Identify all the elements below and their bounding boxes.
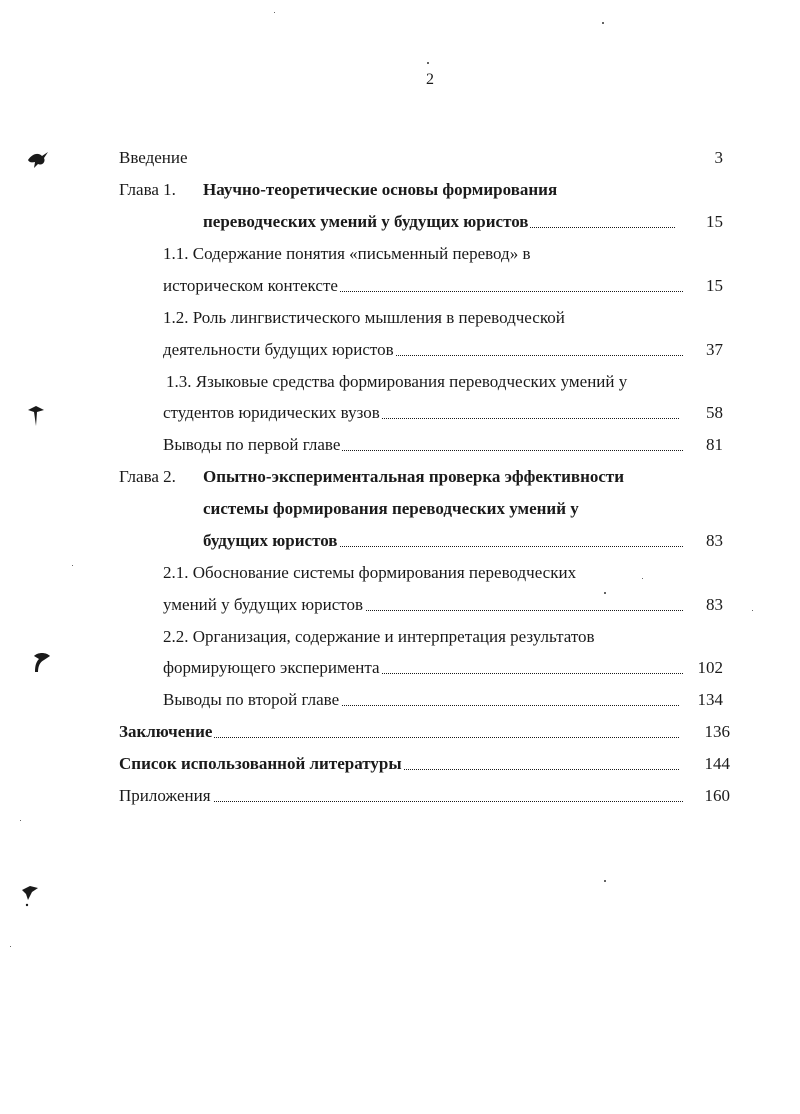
scan-speck [72,565,73,566]
toc-page-ref: 37 [706,340,723,359]
toc-entry-title: Опытно-экспериментальная проверка эффективности [203,467,625,486]
toc-entry-section-1-3-cont [163,402,679,424]
toc-page-ref: 160 [704,786,730,805]
toc-entry-title: Научно-теоретические основы формирования [203,180,558,199]
toc-page-ref: 144 [704,754,730,773]
page-number: 2 [426,71,434,88]
toc-page-ref: 134 [697,690,723,709]
toc-entry-chapter-1[interactable] [119,179,557,201]
toc-entry-title: 1.1. Содержание понятия «письменный перевод» в [163,244,531,263]
margin-smudge-icon [18,880,44,910]
toc-page-ref: 83 [706,595,723,614]
toc-entry-section-2-2-cont [163,657,683,679]
scan-speck [752,610,753,611]
toc-entry-section-1-2-cont [163,339,683,361]
toc-entry-section-1-3[interactable] [166,371,627,393]
toc-entry-chapter-2[interactable] [119,466,624,488]
toc-entry-title: умений у будущих юристов [163,595,363,614]
toc-entry-title: системы формирования переводческих умений у [203,499,579,518]
toc-page-ref: 15 [706,212,723,231]
toc-page-ref: 102 [697,658,723,677]
toc-entry-introduction[interactable] [119,147,188,169]
toc-entry-section-2-1-cont [163,594,683,616]
toc-entry-title: 2.1. Обоснование системы формирования переводческих [163,563,577,582]
toc-entry-section-2-1[interactable] [163,562,576,584]
scan-speck [642,578,643,579]
toc-entry-section-2-2[interactable] [163,626,595,648]
toc-entry-conclusion[interactable] [119,721,679,743]
chapter-prefix: Глава 2. [119,467,176,486]
scan-speck [427,62,429,64]
toc-page-ref: 58 [706,403,723,422]
toc-page-ref: 83 [706,531,723,550]
margin-smudge-icon [30,650,54,676]
toc-entry-title: деятельности будущих юристов [163,340,394,359]
toc-entry-title: Выводы по второй главе [163,690,340,709]
toc-entry-title: Выводы по первой главе [163,435,341,454]
toc-entry-title: Приложения [119,786,211,805]
toc-entry-chapter-2-cont2 [203,530,683,552]
toc-entry-title: 1.2. Роль лингвистического мышления в переводческой [163,308,565,327]
toc-entry-title: 1.3. Языковые средства формирования переводческих умений у [166,372,628,391]
toc-entry-title: Заключение [119,722,213,741]
toc-entry-chapter-2-cont [203,498,579,520]
toc-entry-chapter-1-cont [203,211,675,233]
toc-page-ref: 3 [714,148,723,167]
toc-page-ref: 15 [706,276,723,295]
toc-entry-section-1-1[interactable] [163,243,530,265]
scan-speck [10,946,11,947]
toc-entry-bibliography[interactable] [119,753,679,775]
toc-entry-title: студентов юридических вузов [163,403,380,422]
toc-entry-title: формирующего эксперимента [163,658,380,677]
toc-entry-title: 2.2. Организация, содержание и интерпретация результатов [163,627,595,646]
toc-entry-title: историческом контексте [163,276,338,295]
margin-smudge-icon [26,148,54,170]
toc-entry-title: будущих юристов [203,531,338,550]
scan-speck [20,820,21,821]
scan-speck [602,22,604,24]
toc-entry-title: Введение [119,148,188,167]
toc-entry-appendices[interactable] [119,785,683,807]
margin-smudge-icon [24,402,48,428]
toc-entry-conclusions-1[interactable] [163,434,683,456]
toc-page-ref: 136 [704,722,730,741]
toc-entry-conclusions-2[interactable] [163,689,679,711]
scan-speck [604,880,606,882]
toc-page-ref: 81 [706,435,723,454]
toc-entry-title: Список использованной литературы [119,754,402,773]
toc-entry-section-1-1-cont [163,275,683,297]
toc-entry-title: переводческих умений у будущих юристов [203,212,529,231]
chapter-prefix: Глава 1. [119,180,176,199]
scan-speck [604,592,606,594]
scan-speck [274,12,275,13]
toc-entry-section-1-2[interactable] [163,307,565,329]
